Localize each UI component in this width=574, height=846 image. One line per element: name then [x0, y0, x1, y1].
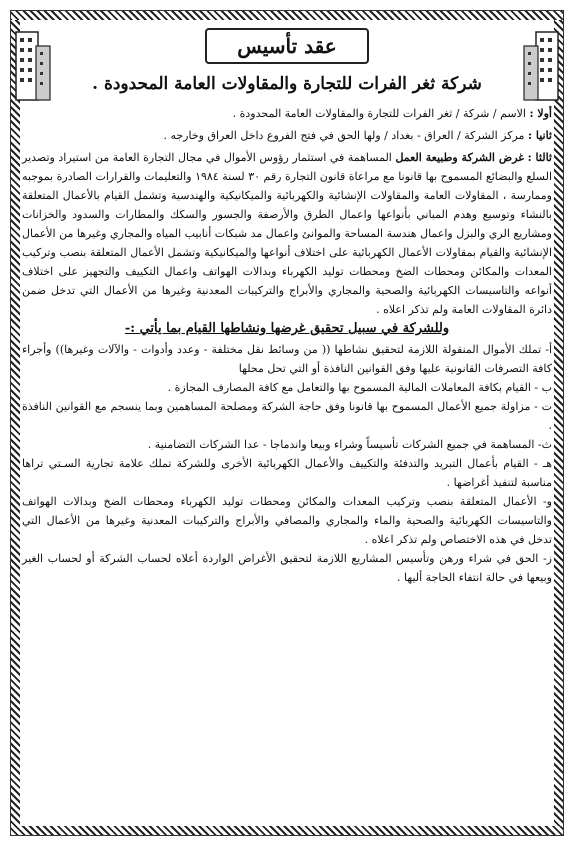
list-item: و- الأعمال المتعلقة بنصب وتركيب المعدات والمكائن ومحطات توليد الكهرباء ومحطات الضخ وبدالات الهواتف والتاسيسات الكهربائية والصحية والماء والمجاري والمصافي والأبراج والتركيبات المعدنية وغيرها من الأعمال التي تدخل في هذه الاختصاص ولم تذكر اعلاه . — [22, 495, 552, 546]
section-third — [22, 148, 552, 319]
section-second — [22, 126, 552, 145]
section-second-label: ثانيا : — [527, 129, 552, 142]
section-third-head: غرض الشركة وطبيعة العمل — [395, 151, 525, 164]
list-item: ب - القيام بكافة المعاملات المالية المسموح بها والتعامل مع كافة المصارف المجازة . — [167, 381, 552, 394]
section-third-label: ثالثا : — [527, 151, 552, 164]
powers-subheading: وللشركة في سبيل تحقيق غرضها ونشاطها القيام بما يأتي :- — [124, 321, 450, 336]
list-item: أ- تملك الأموال المنقولة اللازمة لتحقيق نشاطها (( من وسائط نقل مختلفة - وعدد وأدوات - والآلات وغيرها)) وأجراء كافة التصرفات القانونية عليها وفق القوانين النافذة أو التي تحل محلها — [22, 343, 552, 375]
list-item: هـ - القيام بأعمال التبريد والتدفئة والتكييف والأعمال الكهربائية الأخرى وللشركة تملك علامة تجارية السـتي تراها مناسبة لتنفيذ أغراضها . — [22, 457, 552, 489]
section-first — [22, 104, 552, 123]
section-first-text: الاسم / شركة / ثغر الفرات للتجارة والمقاولات العامة المحدودة . — [232, 107, 526, 120]
section-third-text: المساهمة في استثمار رؤوس الأموال في مجال التجارة العامة من استيراد وتصدير السلع والبضائع المسموح بها قانونا مع مراعاة قانون التجارة رقم ٣٠ لسنة ١٩٨٤ والتعليمات والقرارات الصادرة بموجبه وممارسة ، المقاولات العامة والمقاولات الإنشائية والكهربائية والميكانيكية والهندسية وتشمل القيام بالأعمال المتعلقة بالنشاء وتوسيع وهدم المباني بأنواعها واعمال الطرق والأرصفة والجسور والسكك والمطارات والسدود والخزانات ومشاريع الري والبزل واعمال هندسة المساحة والموانئ واعمال مد شبكات أنابيب المياه والمجاري وغيرها من الأعمال الإنشائية والقيام بمقاولات الأعمال الكهربائية على اختلاف أنواعها والميكانيكية وتشمل الأعمال المتعلقة بنصب وتركيب المعدات والمكائن ومحطات الضخ ومحطات توليد الكهرباء وبدالات الهواتف واعمال التكييف والتجهيز على اختلاف أنواعه والتاسيسات الكهربائية والصحية والمجاري والأبراج والتركيبات المعدنية وغيرها من الأعمال التي تدخل ضمن دائرة المقاولات العامة ولم تذكر اعلاه . — [22, 151, 552, 316]
document-title: عقد تأسيس — [205, 28, 369, 64]
company-name: شركة ثغر الفرات للتجارة والمقاولات العامة المحدودة . — [92, 74, 482, 94]
list-item: ت - مزاولة جميع الأعمال المسموح بها قانونا وفق حاجة الشركة ومصلحة المساهمين وبما ينسجم مع القوانين النافذة . — [22, 400, 552, 432]
section-second-text: مركز الشركة / العراق - بغداد / ولها الحق في فتح الفروع داخل العراق وخارجه . — [163, 129, 525, 142]
list-item: ث- المساهمة في جميع الشركات تأسيساً وشراء وبيعا واندماجا - عدا الشركات التضامنية . — [147, 438, 552, 451]
list-item: ز- الحق في شراء ورهن وتأسيس المشاريع اللازمة لتحقيق الأغراض الواردة أعلاه لحساب الشركة أو لحساب الغير وبيعها في حالة انتفاء الحاجة أليها . — [22, 552, 552, 584]
section-first-label: أولا : — [529, 107, 552, 120]
document-content — [22, 14, 552, 832]
